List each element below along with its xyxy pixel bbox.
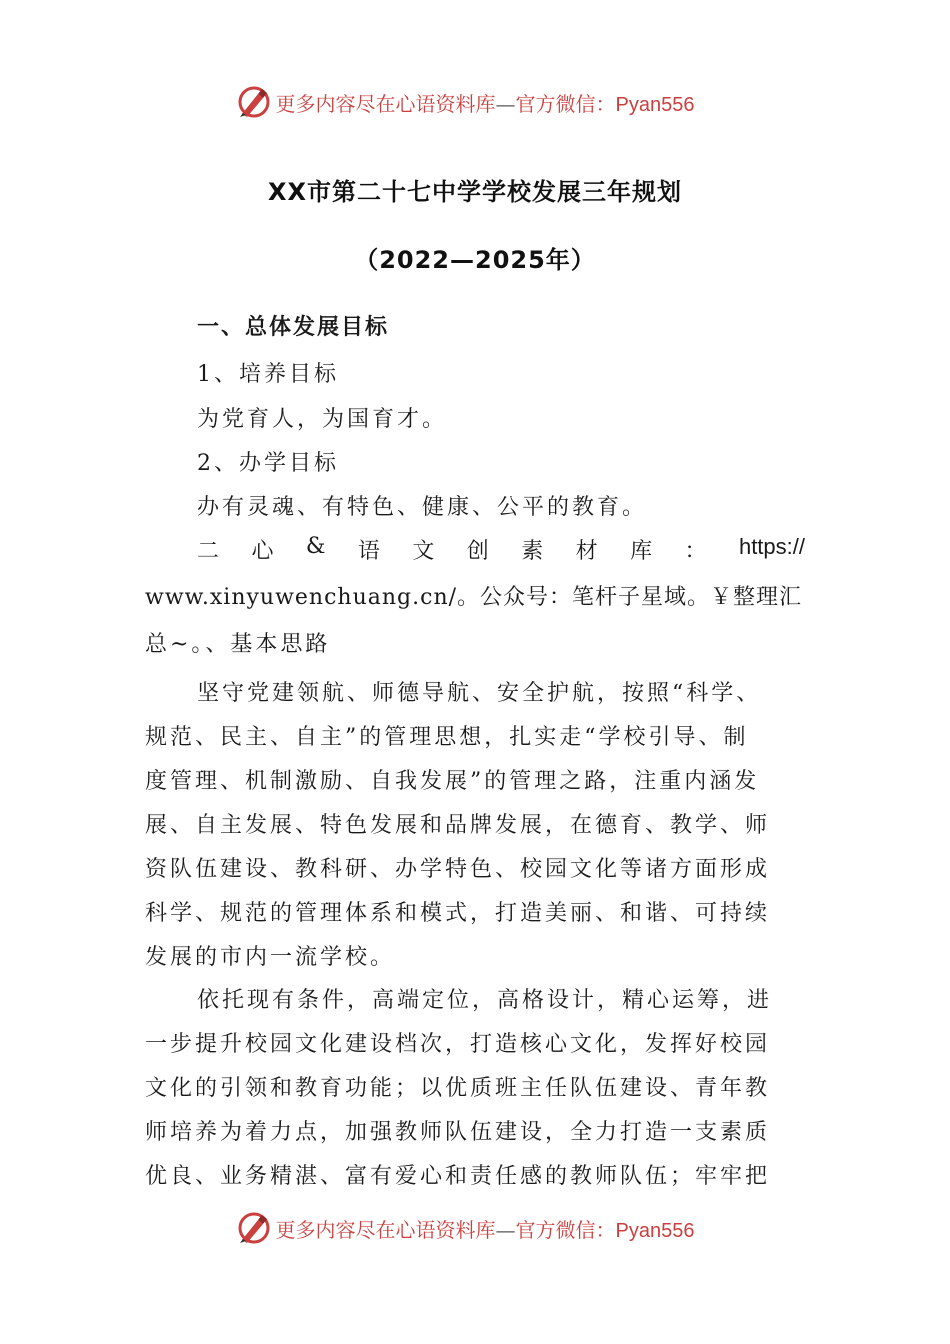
banner-wechat-id: Pyan556 [615,93,695,116]
pen-logo-icon [236,1210,272,1246]
paragraph-line: 一步提升校园文化建设档次，打造核心文化，发挥好校园 [145,1032,771,1057]
watermark-char: 库 [630,539,653,564]
footer-banner-text [276,1214,695,1243]
paragraph-line: 展、自主发展、特色发展和品牌发展，在德育、教学、师 [145,813,771,838]
paragraph-line: 师培养为着力点，加强教师队伍建设，全力打造一支素质 [145,1120,771,1145]
header-banner-text [276,88,695,117]
watermark-url-start: https:// [738,534,805,559]
document-subtitle: （2022—2025年） [354,246,596,274]
paragraph-line: 规范、民主、自主”的管理思想，扎实走“学校引导、制 [145,725,749,750]
header-banner [0,82,950,122]
watermark-line-2-text: www.xinyuwenchuang.cn/。公众号：笔杆子星域。￥整理汇 [145,585,803,610]
paragraph-line: 资队伍建设、教科研、办学特色、校园文化等诸方面形成 [145,857,771,882]
banner-wechat-label: 官方微信： [515,1217,616,1242]
banner-main-text: 更多内容尽在心语资料库 [275,1217,496,1242]
item-text: 办有灵魂、有特色、健康、公平的教育。 [197,495,648,520]
paragraph-line: 发展的市内一流学校。 [145,945,396,970]
footer-banner [0,1208,950,1248]
document-title: XX市第二十七中学学校发展三年规划 [267,178,682,206]
watermark-line-1 [197,534,805,565]
watermark-char: 文 [412,539,435,564]
watermark-char: 二 [197,539,220,564]
banner-wechat-label: 官方微信： [515,91,616,116]
paragraph-line: 优良、业务精湛、富有爱心和责任感的教师队伍；牢牢把 [145,1164,771,1189]
watermark-char: 材 [575,539,598,564]
item-heading: 1、培养目标 [197,362,339,387]
paragraph-line: 科学、规范的管理体系和模式，打造美丽、和谐、可持续 [145,901,771,926]
pen-logo-icon [236,84,272,120]
banner-dash: — [495,1217,516,1242]
watermark-line-3: 总~。、基本思路 [145,632,331,657]
paragraph-line: 依托现有条件，高端定位，高格设计，精心运筹，进 [197,988,773,1013]
watermark-char: 创 [466,539,489,564]
item-text: 为党育人，为国育才。 [197,407,448,432]
paragraph-line: 坚守党建领航、师德导航、安全护航，按照“科学、 [197,681,762,706]
header-banner-content [236,84,695,120]
paragraph-line: 度管理、机制激励、自我发展”的管理之路，注重内涵发 [145,769,760,794]
watermark-char: & [305,534,326,559]
banner-dash: — [495,91,516,116]
banner-wechat-id: Pyan556 [615,1219,695,1242]
paragraph-line: 文化的引领和教育功能；以优质班主任队伍建设、青年教 [145,1076,771,1101]
footer-banner-content [236,1210,695,1246]
banner-main-text: 更多内容尽在心语资料库 [275,91,496,116]
watermark-char: 心 [251,539,274,564]
section-heading: 一、总体发展目标 [197,315,390,340]
watermark-char: ： [684,539,707,564]
watermark-line-2 [145,580,802,611]
watermark-char: 素 [521,539,544,564]
watermark-char: 语 [357,539,380,564]
item-heading: 2、办学目标 [197,451,339,476]
